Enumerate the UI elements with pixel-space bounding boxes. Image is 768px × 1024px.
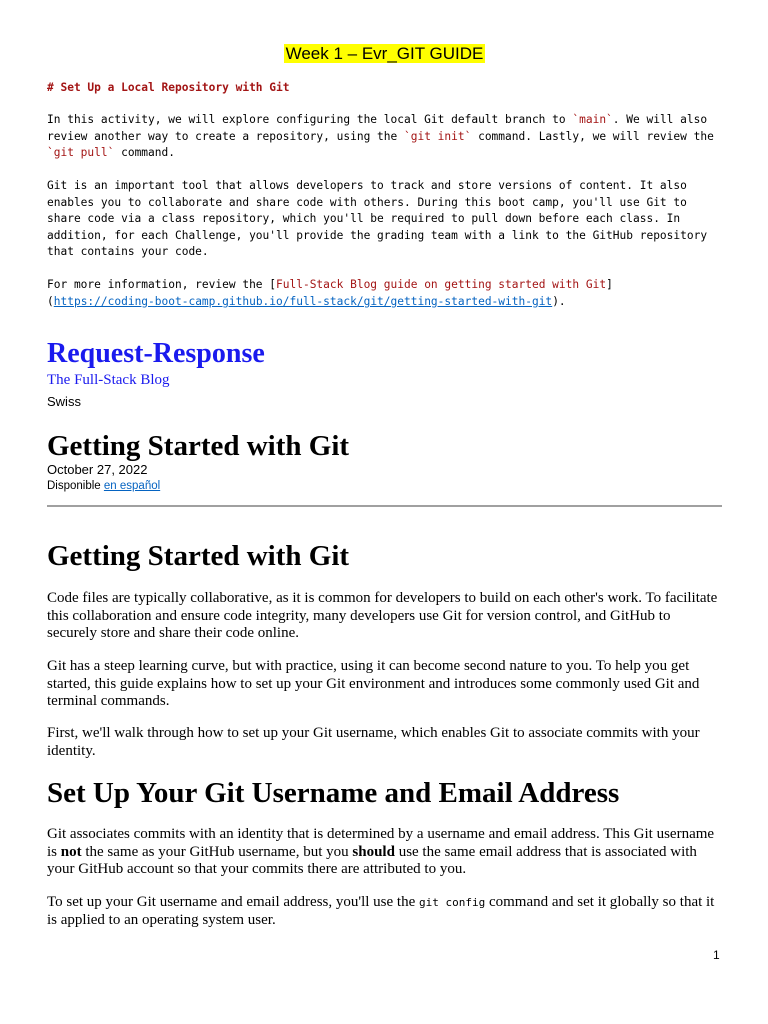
code-git-config: git config: [418, 896, 486, 909]
text: command and set it globally so that it is applied to an operating system user.: [47, 894, 715, 928]
code-git-init: `git init`: [403, 129, 472, 143]
text: ] (: [47, 278, 613, 308]
text: Disponible: [47, 480, 104, 492]
section-heading-username-email: Set Up Your Git Username and Email Address: [47, 777, 620, 809]
section2-paragraph-2: [47, 894, 722, 929]
guide-link-text: Full-Stack Blog guide on getting started with Git: [276, 278, 607, 291]
text: Git associates commits with an identity that is determined by a username and email address. This Git username is: [47, 826, 715, 860]
guide-url-link[interactable]: https://coding-boot-camp.github.io/full-stack/git/getting-started-with-git: [53, 294, 553, 308]
swiss-label: Swiss: [47, 394, 81, 409]
text: In this activity, we will explore configuring the local Git default branch to: [47, 113, 573, 126]
intro-paragraph-1: [47, 112, 722, 162]
text: To set up your Git username and email address, you'll use the: [47, 894, 419, 910]
text: the same as your GitHub username, but you: [81, 843, 353, 860]
section-heading-getting-started: Getting Started with Git: [47, 540, 350, 572]
section1-paragraph-3: First, we'll walk through how to set up your Git username, which enables Git to associate commits with your identity.: [47, 725, 700, 759]
text: For more information, review the [: [47, 278, 277, 291]
intro-paragraph-3: [47, 277, 722, 310]
intro-paragraph-2: Git is an important tool that allows developers to track and store versions of content. It also enables you to collaborate and share code with others. During this boot camp, you'll use Git to share code via a class repository, which you'll be required to pull down before each class. In addition, for each Challenge, you'll provide the grading team with a link to the GitHub repository that contains your code.: [47, 179, 708, 258]
article-date: October 27, 2022: [47, 462, 148, 477]
page-number: 1: [713, 948, 720, 962]
text: command. Lastly, we will review the: [471, 129, 714, 143]
markdown-heading: # Set Up a Local Repository with Git: [47, 81, 290, 94]
section2-paragraph-1: [47, 826, 722, 879]
site-subtitle[interactable]: The Full-Stack Blog: [47, 372, 170, 388]
language-availability: [47, 480, 160, 492]
text: command.: [114, 146, 175, 159]
text: use the same email address that is associated with your GitHub account so that your commits there are attributed to you.: [47, 843, 697, 877]
document-title: Week 1 – Evr_GIT GUIDE: [285, 44, 484, 63]
bold-not: not: [60, 843, 82, 860]
text: ).: [552, 294, 566, 308]
bold-should: should: [352, 843, 395, 860]
code-main: `main`: [572, 113, 613, 126]
text: . We will also review another way to create a repository, using the: [47, 113, 708, 143]
site-title[interactable]: Request-Response: [47, 338, 265, 369]
spanish-link[interactable]: en español: [103, 480, 161, 492]
code-git-pull: `git pull`: [47, 146, 115, 159]
divider: [47, 505, 722, 507]
article-title: Getting Started with Git: [47, 430, 350, 462]
section1-paragraph-1: Code files are typically collaborative, as it is common for developers to build on each other's work. To facilitate this collaboration and ensure code integrity, many developers use Git for version control, and GitHub to securely store and share their code online.: [47, 590, 718, 641]
section1-paragraph-2: Git has a steep learning curve, but with practice, using it can become second nature to you. To help you get started, this guide explains how to set up your Git environment and introduces some commonly used Git and terminal commands.: [47, 658, 700, 709]
document-title-wrap: [47, 44, 722, 64]
